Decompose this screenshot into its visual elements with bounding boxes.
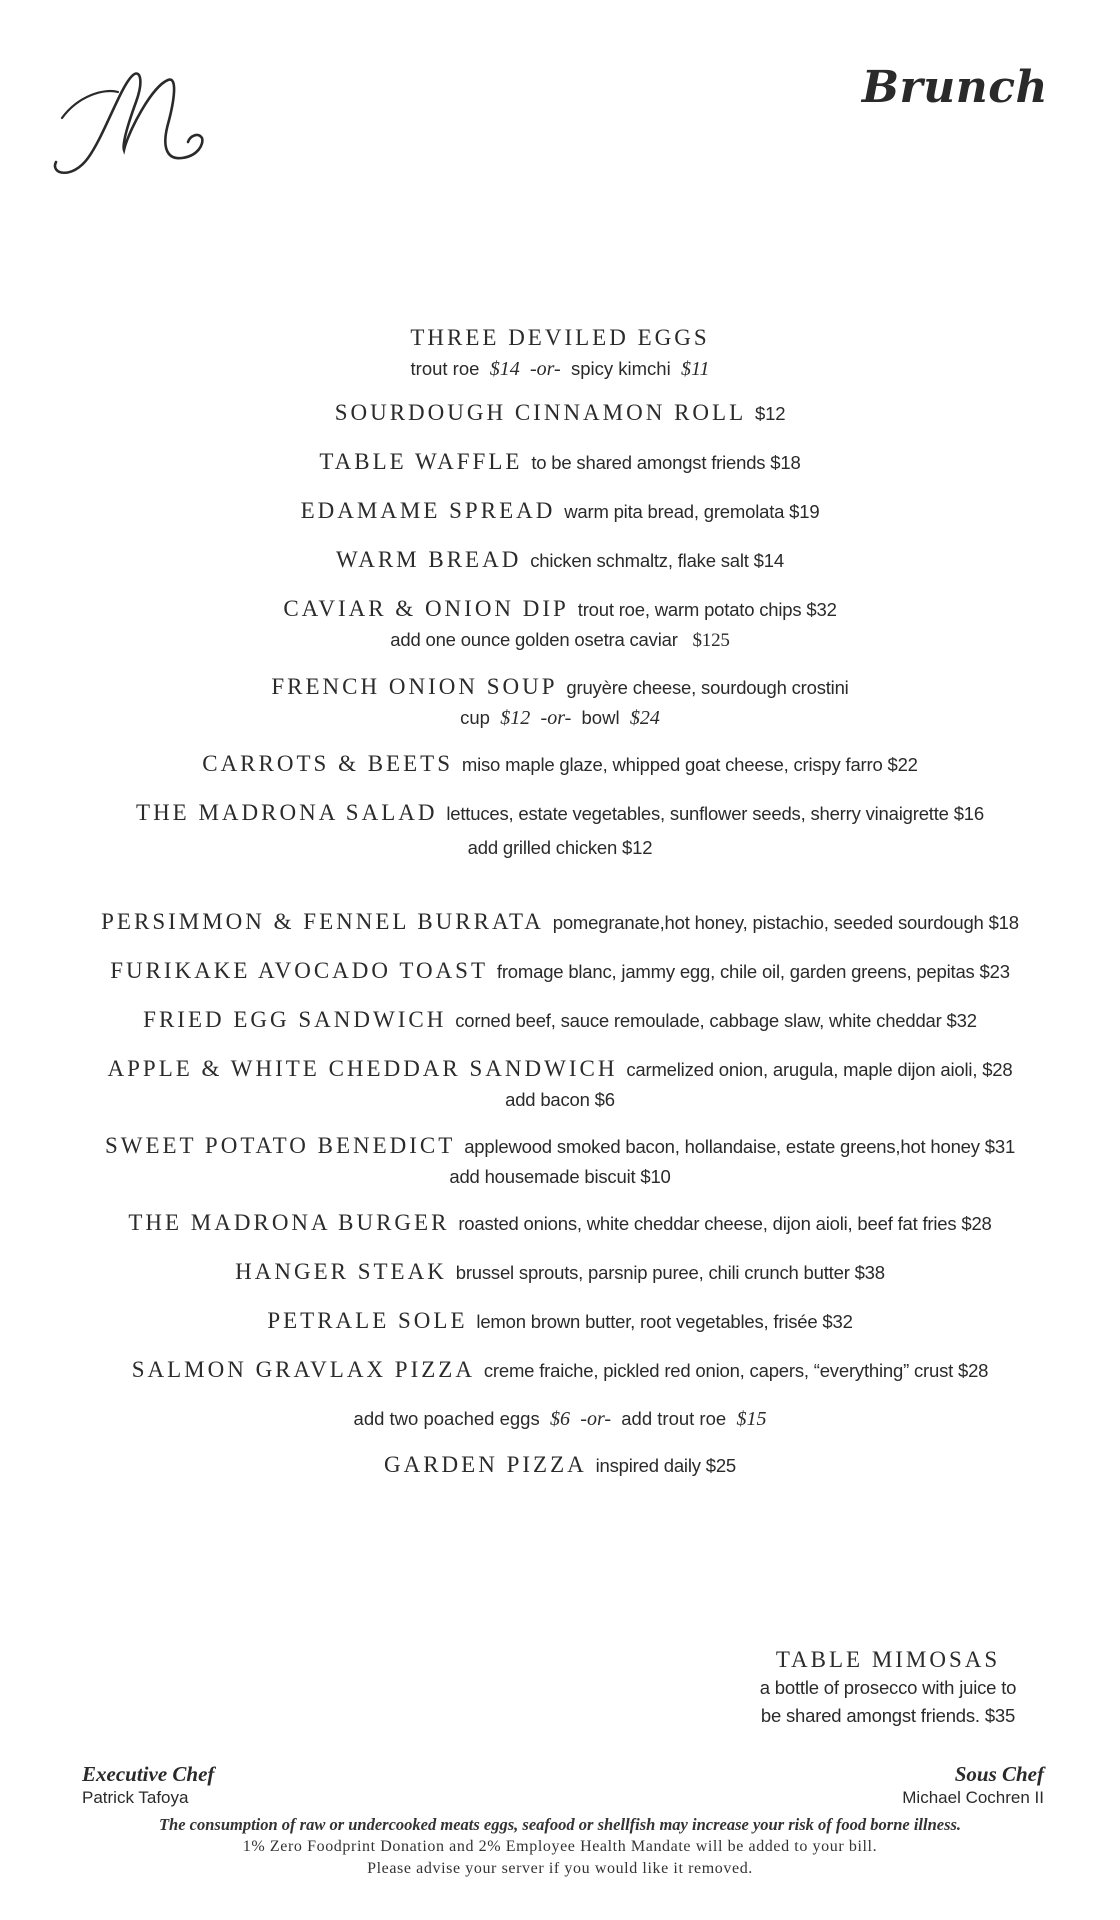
food-safety-warning: The consumption of raw or undercooked meats eggs, seafood or shellfish may increase your risk of food borne illness. — [158, 1815, 962, 1834]
menu-item — [0, 1006, 1120, 1037]
item-name: SWEET POTATO BENEDICT — [104, 1133, 456, 1158]
item-addon: add bacon $6 — [505, 1089, 615, 1110]
item-description: creme fraiche, pickled red onion, capers, “everything” crust $28 — [483, 1360, 989, 1381]
menu-item — [0, 957, 1120, 988]
item-description: lemon brown butter, root vegetables, frisée $32 — [476, 1311, 853, 1332]
item-addon — [0, 626, 1120, 655]
chef-role: Executive Chef — [82, 1762, 215, 1786]
item-name: WARM BREAD — [336, 547, 522, 572]
item-headline — [0, 1307, 1120, 1338]
item-headline — [0, 1132, 1120, 1163]
item-addon: add grilled chicken $12 — [467, 837, 653, 858]
item-description: inspired daily $25 — [595, 1455, 737, 1476]
table-mimosas — [728, 1646, 1048, 1730]
item-description: to be shared amongst friends $18 — [531, 452, 801, 473]
option-b: add trout roe — [621, 1408, 727, 1429]
item-name: SALMON GRAVLAX PIZZA — [131, 1357, 475, 1382]
item-description: chicken schmaltz, flake salt $14 — [530, 550, 784, 571]
option-a: add two poached eggs — [353, 1408, 540, 1429]
menu-item — [0, 595, 1120, 655]
item-headline — [0, 673, 1120, 704]
item-option-line — [0, 1405, 1120, 1433]
monogram-m-icon — [48, 49, 208, 182]
item-headline — [0, 497, 1120, 528]
item-addon: add housemade biscuit $10 — [449, 1166, 671, 1187]
chef-role: Sous Chef — [954, 1762, 1044, 1786]
option-a-price: $12 — [500, 707, 531, 729]
option-a-price: $6 — [550, 1408, 570, 1430]
svg-text:M: M — [48, 49, 62, 66]
menu-item — [0, 908, 1120, 939]
item-option-line — [0, 355, 1120, 383]
sous-chef — [902, 1762, 1044, 1810]
item-name: GARDEN PIZZA — [383, 1452, 587, 1477]
option-a: trout roe — [410, 358, 480, 379]
option-a: cup — [460, 707, 490, 728]
item-headline — [0, 1055, 1120, 1086]
option-b-price: $15 — [736, 1408, 767, 1430]
menu-item — [0, 1209, 1120, 1240]
item-headline — [0, 750, 1120, 781]
menu-item — [0, 750, 1120, 781]
option-b: spicy kimchi — [570, 358, 671, 379]
item-name: CARROTS & BEETS — [202, 751, 453, 776]
item-headline — [0, 908, 1120, 939]
item-description: roasted onions, white cheddar cheese, dijon aioli, beef fat fries $28 — [458, 1213, 992, 1234]
item-name: THE MADRONA BURGER — [128, 1210, 450, 1235]
item-description: fromage blanc, jammy egg, chile oil, garden greens, pepitas $23 — [496, 961, 1010, 982]
item-description: corned beef, sauce remoulade, cabbage slaw, white cheddar $32 — [455, 1010, 977, 1031]
item-name: CAVIAR & ONION DIP — [283, 596, 569, 621]
menu-item — [0, 1405, 1120, 1433]
footer-notice — [0, 1814, 1120, 1880]
item-headline — [0, 324, 1120, 355]
chef-name: Michael Cochren II — [902, 1788, 1044, 1807]
option-separator: -or- — [580, 1408, 611, 1430]
menu-item — [0, 1307, 1120, 1338]
menu-item — [0, 1132, 1120, 1191]
menu-item — [0, 1258, 1120, 1289]
item-description: brussel sprouts, parsnip puree, chili crunch butter $38 — [455, 1262, 885, 1283]
page-title: Brunch — [861, 62, 1048, 113]
item-name: FRIED EGG SANDWICH — [143, 1007, 447, 1032]
item-headline — [0, 448, 1120, 479]
item-description: be shared amongst friends. $35 — [760, 1705, 1016, 1726]
item-description: gruyère cheese, sourdough crostini — [566, 677, 849, 698]
option-a-price: $14 — [489, 358, 520, 380]
item-description: trout roe, warm potato chips $32 — [577, 599, 837, 620]
item-description: pomegranate,hot honey, pistachio, seeded sourdough $18 — [552, 912, 1019, 933]
item-description: carmelized onion, arugula, maple dijon aioli, $28 — [626, 1059, 1013, 1080]
menu-item — [0, 448, 1120, 479]
item-description: miso maple glaze, whipped goat cheese, crispy farro $22 — [461, 754, 918, 775]
item-description: $12 — [755, 403, 786, 424]
item-name: HANGER STEAK — [235, 1259, 447, 1284]
executive-chef — [82, 1762, 214, 1810]
menu-item — [0, 546, 1120, 577]
option-b-price: $24 — [629, 707, 660, 729]
menu-item — [0, 799, 1120, 862]
item-description: a bottle of prosecco with juice to — [759, 1677, 1017, 1698]
option-separator: -or- — [529, 358, 561, 380]
item-headline — [0, 1451, 1120, 1482]
fee-removal-notice: Please advise your server if you would like it removed. — [367, 1860, 753, 1877]
logo-monogram — [48, 49, 208, 182]
item-name: FRENCH ONION SOUP — [271, 674, 558, 699]
item-headline — [0, 1006, 1120, 1037]
option-b-price: $11 — [680, 358, 710, 380]
menu-item — [0, 1451, 1120, 1482]
item-name: TABLE MIMOSAS — [775, 1647, 1001, 1672]
item-name: PERSIMMON & FENNEL BURRATA — [101, 909, 544, 934]
menu-list — [0, 306, 1120, 1482]
item-name: EDAMAME SPREAD — [300, 498, 556, 523]
fee-notice: 1% Zero Foodprint Donation and 2% Employee Health Mandate will be added to your bill. — [242, 1838, 878, 1855]
item-headline — [0, 399, 1120, 430]
item-headline — [0, 1356, 1120, 1387]
item-headline — [0, 1258, 1120, 1289]
menu-item — [0, 1356, 1120, 1387]
option-separator: -or- — [540, 707, 572, 729]
item-name: THE MADRONA SALAD — [136, 800, 438, 825]
item-headline — [0, 595, 1120, 626]
item-description: applewood smoked bacon, hollandaise, estate greens,hot honey $31 — [464, 1136, 1016, 1157]
item-name: SOURDOUGH CINNAMON ROLL — [334, 400, 747, 425]
addon-text: add one ounce golden osetra caviar — [390, 629, 678, 650]
item-headline — [0, 799, 1120, 830]
item-description: warm pita bread, gremolata $19 — [564, 501, 820, 522]
item-name: PETRALE SOLE — [267, 1308, 468, 1333]
item-headline — [0, 546, 1120, 577]
item-name: FURIKAKE AVOCADO TOAST — [110, 958, 489, 983]
item-option-line — [0, 704, 1120, 732]
item-headline — [0, 1209, 1120, 1240]
menu-item — [0, 324, 1120, 383]
item-name: THREE DEVILED EGGS — [410, 325, 710, 350]
item-description: lettuces, estate vegetables, sunflower seeds, sherry vinaigrette $16 — [446, 803, 984, 824]
menu-item — [0, 399, 1120, 430]
item-name: APPLE & WHITE CHEDDAR SANDWICH — [107, 1056, 618, 1081]
item-headline — [0, 957, 1120, 988]
option-b: bowl — [581, 707, 620, 728]
item-name: TABLE WAFFLE — [319, 449, 523, 474]
chef-name: Patrick Tafoya — [82, 1788, 189, 1807]
menu-item — [0, 1055, 1120, 1114]
menu-item — [0, 673, 1120, 732]
menu-item — [0, 497, 1120, 528]
addon-price: $125 — [692, 630, 730, 651]
